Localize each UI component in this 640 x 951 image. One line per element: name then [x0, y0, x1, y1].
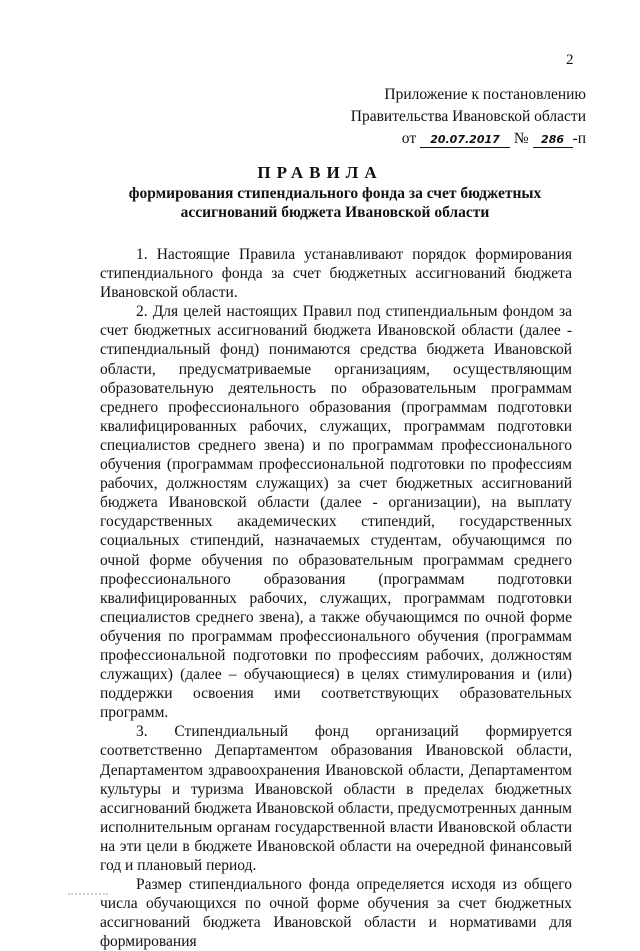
appendix-block — [350, 84, 586, 150]
paragraph-1: 1. Настоящие Правила устанавливают порядок формирования стипендиального фонда за счет бюджетных ассигнований бюджета Ивановской области. — [100, 246, 572, 302]
appendix-line-1: Приложение к постановлению — [384, 86, 586, 103]
number-suffix: -п — [572, 130, 586, 147]
document-subtitle: формирования стипендиального фонда за счет бюджетных ассигнований бюджета Ивановской области — [128, 185, 542, 221]
appendix-line-2: Правительства Ивановской области — [350, 108, 586, 125]
document-title: ПРАВИЛА — [257, 163, 383, 182]
scan-artifact — [68, 893, 108, 898]
paragraph-2: 2. Для целей настоящих Правил под стипендиальным фондом за счет бюджетных ассигнований бюджета Ивановской области (далее - стипендиальный фонд) понимаются средства бюджета Ивановской области, предусматриваемые организациям, осуществляющим образовательную деятельность по образовательным программам среднего профессионального образования (программам подготовки квалифицированных рабочих, служащих, программам подготовки специалистов среднего звена) и по программам профессионального обучения (программам профессиональной подготовки по профессиям рабочих, должностям служащих) за счет бюджетных ассигнований бюджета Ивановской области (далее - организации), на выплату государственных академических стипендий, государственных социальных стипендий, назначаемых студентам, обучающимся по очной форме обучения по образовательным программам среднего профессионального образования (программам подготовки квалифицированных рабочих, служащих, программам подготовки специалистов среднего звена), а также обучающимся по очной форме обучения по программам профессионального обучения (программам профессиональной подготовки по профессиям рабочих, должностям служащих) (далее – обучающиеся) в целях стимулирования и (или) поддержки освоения ими соответствующих образовательных программ. — [100, 303, 572, 722]
from-label: от — [401, 130, 417, 147]
page-number: 2 — [566, 52, 574, 68]
appendix-line-3 — [350, 128, 586, 150]
handwritten-number: 286 — [533, 132, 573, 148]
document-body — [100, 245, 572, 951]
paragraph-3: 3. Стипендиальный фонд организаций формируется соответственно Департаментом образования Ивановской области, Департаментом здравоохранения Ивановской области, Департаментом культуры и туризма Ивановской области в пределах бюджетных ассигнований бюджета Ивановской области, предусмотренных данным исполнительным органам государственной власти Ивановской области на эти цели в бюджете Ивановской области на очередной финансовый год и плановый период. — [100, 723, 572, 874]
paragraph-4: Размер стипендиального фонда определяется исходя из общего числа обучающихся по очной форме обучения за счет бюджетных ассигнований бюджета Ивановской области и нормативами для формирования — [100, 876, 572, 951]
number-label: № — [513, 130, 529, 147]
handwritten-date: 20.07.2017 — [420, 132, 510, 148]
